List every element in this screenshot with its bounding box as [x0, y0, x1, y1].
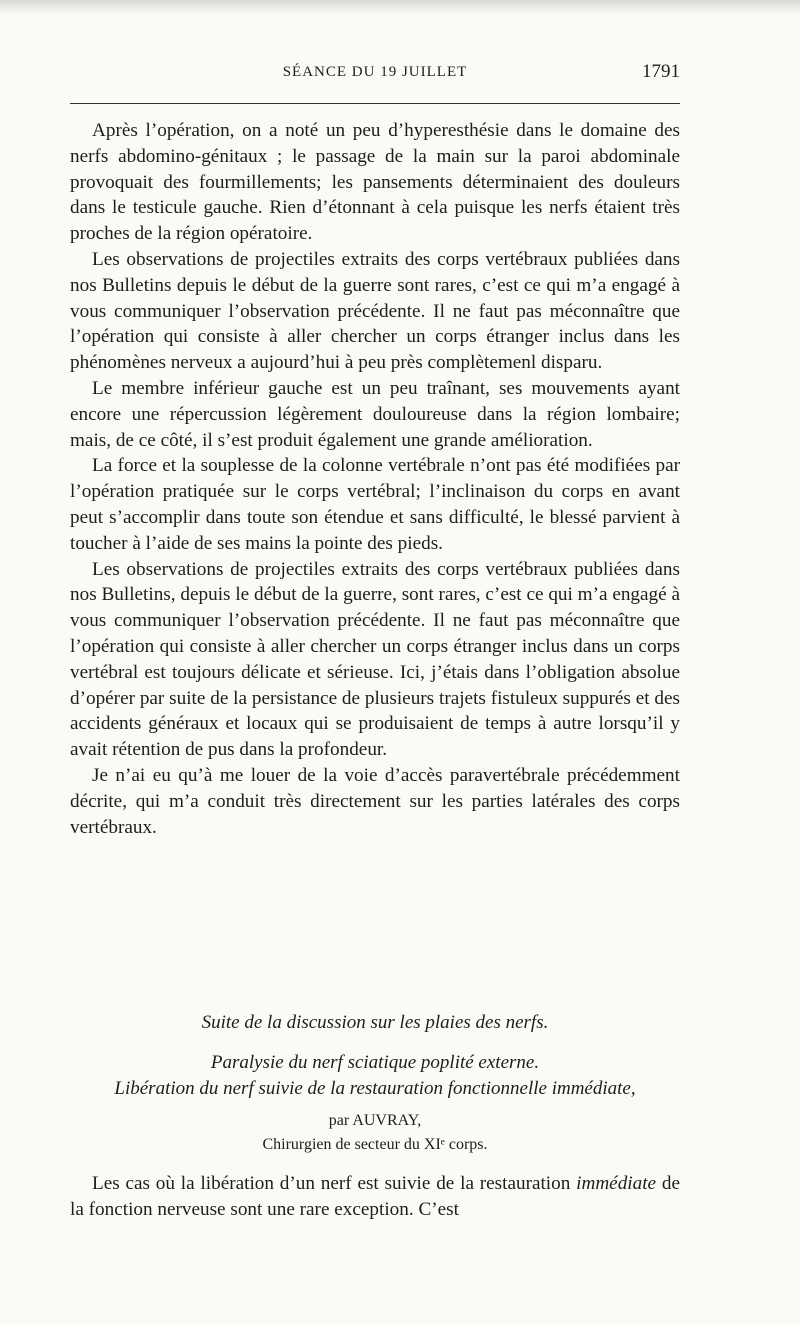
header-rule [70, 103, 680, 104]
page-top-edge [0, 0, 800, 14]
closing-text-after: de la fonction nerveuse sont une rare exception. C’est [70, 1173, 680, 1220]
paragraph: Le membre inférieur gauche est un peu traînant, ses mouvements ayant encore une répercussion légèrement douloureuse dans la région lombaire; mais, de ce côté, il s’est produit également une grande amélioration. [70, 377, 680, 451]
paragraph: La force et la souplesse de la colonne vertébrale n’ont pas été modifiées par l’opération pratiquée sur le corps vertébral; l’inclinaison du corps en avant peut s’accomplir dans toute son étendue et sans difficulté, le blessé parvient à toucher à l’aide de ses mains la pointe des pieds. [70, 455, 680, 554]
author-role: Chirurgien de secteur du XIᵉ corps. [262, 1136, 488, 1153]
closing-text-before: Les cas où la libération d’un nerf est suivie de la restauration [92, 1173, 577, 1194]
closing-text [70, 1171, 680, 1223]
closing-paragraph [70, 1171, 680, 1223]
subtitle-line-2: Libération du nerf suivie de la restauration fonctionnelle immédiate, [114, 1078, 636, 1099]
subtitle-line-1: Paralysie du nerf sciatique poplité externe. [210, 1052, 540, 1073]
page-number: 1791 [642, 61, 680, 82]
paragraph: Après l’opération, on a noté un peu d’hyperesthésie dans le domaine des nerfs abdomino-génitaux ; le passage de la main sur la paroi abdominale provoquait des fourmillements; les pansements déterminaient des douleurs dans le testicule gauche. Rien d’étonnant à cela puisque les nerfs étaient très proches de la région opératoire. [70, 120, 680, 245]
author-byline: par AUVRAY, [328, 1112, 422, 1129]
section-subtitle [70, 1050, 680, 1102]
page-header [70, 61, 680, 90]
running-head: SÉANCE DU 19 JUILLET [282, 64, 468, 80]
paragraph: Je n’ai eu qu’à me louer de la voie d’accès paravertébrale précédemment décrite, qui m’a conduit très directement sur les parties latérales des corps vertébraux. [70, 764, 680, 838]
section-title: Suite de la discussion sur les plaies des nerfs. [201, 1012, 549, 1033]
paragraph: Les observations de projectiles extraits des corps vertébraux publiées dans nos Bulletins depuis le début de la guerre sont rares, c’est ce qui m’a engagé à vous communiquer l’observation précédente. Il ne faut pas méconnaître que l’opération qui consiste à aller chercher un corps étranger inclus dans les phénomènes nerveux a aujourd’hui à peu près complètemenl disparu. [70, 248, 680, 374]
paragraph: Les observations de projectiles extraits des corps vertébraux publiées dans nos Bulletins, depuis le début de la guerre, sont rares, c’est ce qui m’a engagé à vous communiquer l’observation précédente. Il ne faut pas méconnaître que l’opération qui consiste à aller chercher un corps étranger inclus dans un corps vertébral est toujours délicate et sérieuse. Ici, j’étais dans l’obligation absolue d’opérer par suite de la persistance de plusieurs trajets fistuleux suppurés et des accidents généraux et locaux qui se produisaient de temps à autre lorsqu’il y avait rétention de pus dans la profondeur. [70, 558, 680, 761]
body-text [70, 118, 680, 840]
closing-emphasis: immédiate [576, 1173, 657, 1194]
